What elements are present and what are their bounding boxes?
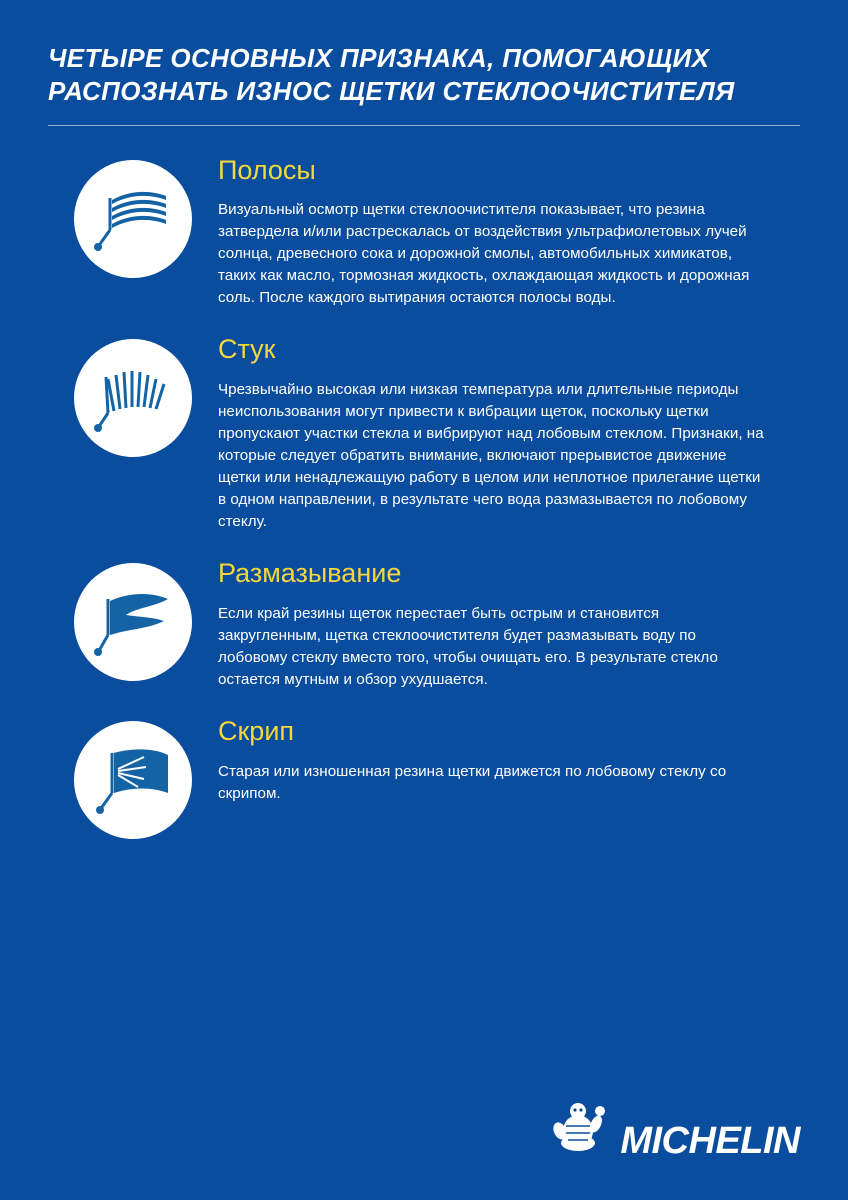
header-divider xyxy=(48,125,800,126)
text-column xyxy=(218,156,800,310)
michelin-man-icon xyxy=(544,1098,614,1160)
brand-footer xyxy=(544,1098,800,1160)
wiper-streaks-icon xyxy=(74,160,192,278)
page-title: ЧЕТЫРЕ ОСНОВНЫХ ПРИЗНАКА, ПОМОГАЮЩИХ РАСПОЗНАТЬ ИЗНОС ЩЕТКИ СТЕКЛООЧИСТИТЕЛЯ xyxy=(48,43,735,107)
section-title: Размазывание xyxy=(218,558,402,589)
text-column xyxy=(218,559,800,691)
section-body: Если край резины щеток перестает быть острым и становится закругленным, щетка стеклоочистителя будет размазывать воду по лобовому стеклу вместо того, чтобы очищать его. В результате стекло остается мутным и обзор ухудшается. xyxy=(218,604,718,689)
section-item xyxy=(48,717,800,839)
section-body: Старая или изношенная резина щетки движется по лобовому стеклу со скрипом. xyxy=(218,762,727,802)
wiper-chatter-icon xyxy=(74,339,192,457)
section-item xyxy=(48,335,800,533)
section-item xyxy=(48,156,800,310)
section-item xyxy=(48,559,800,691)
header xyxy=(48,0,800,126)
section-title: Полосы xyxy=(218,154,316,185)
wiper-squeak-icon xyxy=(74,721,192,839)
text-column xyxy=(218,717,800,805)
section-title: Стук xyxy=(218,334,276,365)
icon-column xyxy=(48,156,218,278)
icon-column xyxy=(48,717,218,839)
section-title: Скрип xyxy=(218,716,295,747)
brand-wordmark: MICHELIN xyxy=(620,1120,800,1162)
text-column xyxy=(218,335,800,533)
icon-column xyxy=(48,559,218,681)
wiper-smearing-icon xyxy=(74,563,192,681)
section-body: Чрезвычайно высокая или низкая температура или длительные периоды неиспользования могут привести к вибрации щеток, поскольку щетки пропускают участки стекла и вибрируют над лобовым стеклом. Признаки, на которые следует обратить внимание, включают прерывистое движение щетки или ненадлежащую работу в целом или неплотное прилегание щетки в одном направлении, в результате чего вода размазывается по лобовому стеклу. xyxy=(218,381,764,531)
icon-column xyxy=(48,335,218,457)
sections-list xyxy=(48,156,800,840)
section-body: Визуальный осмотр щетки стеклоочистителя показывает, что резина затвердела и/или растрескалась от воздействия ультрафиолетовых лучей солнца, древесного сока и дорожной смолы, автомобильных химикатов, таких как масло, тормозная жидкость, охлаждающая жидкость и дорожная соль. После каждого вытирания остаются полосы воды. xyxy=(218,201,750,307)
